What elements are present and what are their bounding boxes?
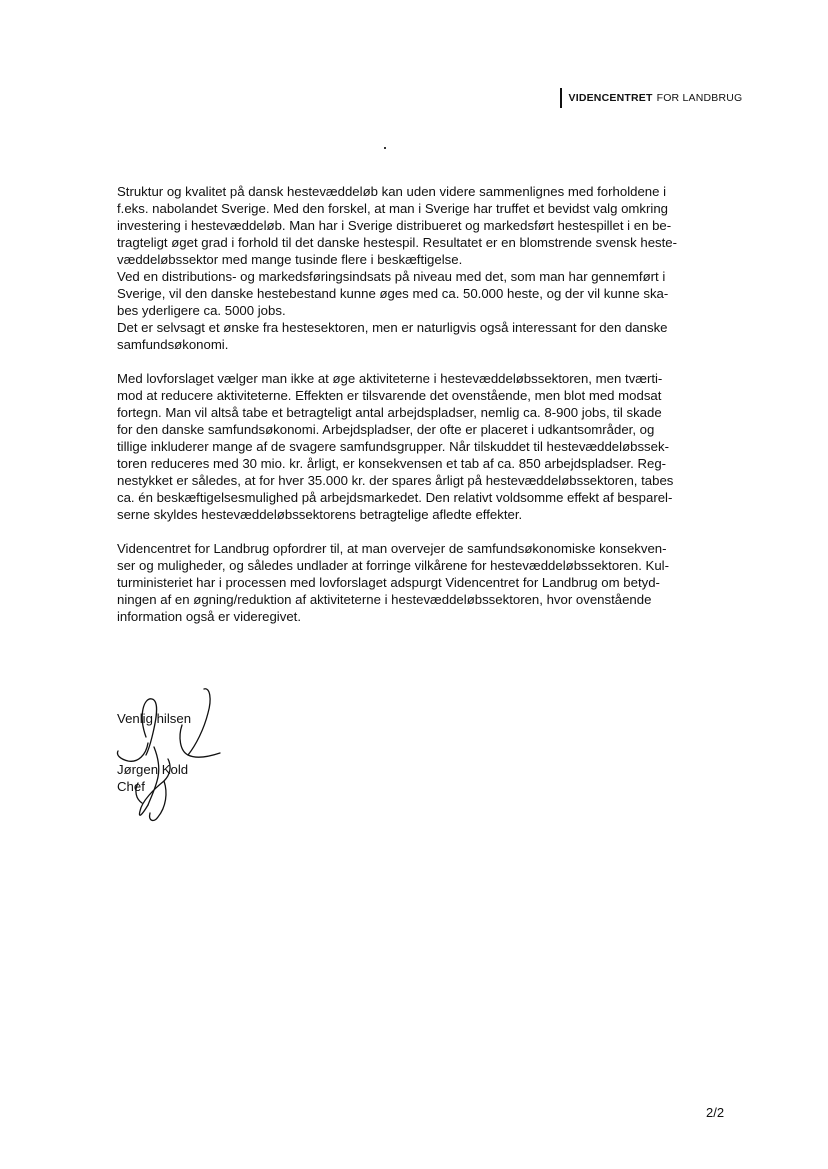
text-line: væddeløbssektor med mange tusinde flere i beskæftigelse. (117, 252, 463, 267)
handwritten-signature (108, 685, 233, 825)
text-line: toren reduceres med 30 mio. kr. årligt, er konsekvensen et tab af ca. 850 arbejdspladser. Reg- (117, 456, 667, 471)
page-number: 2/2 (706, 1105, 725, 1120)
paragraph-1 (117, 183, 747, 353)
text-line: Med lovforslaget vælger man ikke at øge aktiviteterne i hestevæddeløbssektoren, men tværti- (117, 371, 663, 386)
text-line: for den danske samfundsøkonomi. Arbejdspladser, der ofte er placeret i udkantsområder, og (117, 422, 655, 437)
text-line: ningen af en øgning/reduktion af aktiviteterne i hestevæddeløbssektoren, hvor ovenstående (117, 592, 652, 607)
letterhead-divider (560, 88, 562, 108)
signer-name: Jørgen Kold (117, 762, 189, 777)
closing-greeting: Venlig hilsen (117, 711, 192, 726)
text-line: fortegn. Man vil altså tabe et betragteligt antal arbejdspladser, nemlig ca. 8-900 jobs, til skade (117, 405, 662, 420)
text-line: ser og muligheder, og således undlader at forringe vilkårene for hestevæddeløbssektoren. Kul- (117, 558, 669, 573)
letter-body (117, 183, 747, 642)
text-line: Videncentret for Landbrug opfordrer til, at man overvejer de samfundsøkonomiske konsekven- (117, 541, 667, 556)
text-line: Det er selvsagt et ønske fra hestesektoren, men er naturligvis også interessant for den danske (117, 320, 668, 335)
letterhead-org-bold: VIDENCENTRET (568, 92, 653, 104)
text-line: ca. én beskæftigelsesmulighed på arbejdsmarkedet. Den relativt voldsomme effekt af besparel- (117, 490, 673, 505)
text-line: samfundsøkonomi. (117, 337, 229, 352)
signer-title: Chef (117, 779, 145, 794)
paragraph-2 (117, 370, 747, 523)
text-line: turministeriet har i processen med lovforslaget adspurgt Videncentret for Landbrug om betyd- (117, 575, 660, 590)
scan-speck (384, 147, 386, 149)
letterhead (560, 88, 742, 108)
text-line: information også er videregivet. (117, 609, 301, 624)
text-line: tragteligt øget grad i forhold til det danske hestespil. Resultatet er en blomstrende svensk heste- (117, 235, 678, 250)
text-line: mod at reducere aktiviteterne. Effekten er tilsvarende det ovenstående, men blot med modsat (117, 388, 662, 403)
text-line: f.eks. nabolandet Sverige. Med den forskel, at man i Sverige har truffet et bevidst valg omkring (117, 201, 668, 216)
paragraph-3 (117, 540, 747, 625)
letterhead-org-rest: FOR LANDBRUG (656, 92, 743, 104)
text-line: tillige inkluderer mange af de svagere samfundsgrupper. Når tilskuddet til hestevæddeløbssek- (117, 439, 669, 454)
text-line: Sverige, vil den danske hestebestand kunne øges med ca. 50.000 heste, og der vil kunne ska- (117, 286, 669, 301)
text-line: Ved en distributions- og markedsføringsindsats på niveau med det, som man har gennemført i (117, 269, 666, 284)
text-line: investering i hestevæddeløb. Man har i Sverige distribueret og markedsført hestespillet i en be- (117, 218, 672, 233)
text-line: bes yderligere ca. 5000 jobs. (117, 303, 286, 318)
text-line: nestykket er således, at for hver 35.000 kr. der spares årligt på hestevæddeløbssektoren, tabes (117, 473, 674, 488)
text-line: Struktur og kvalitet på dansk hestevæddeløb kan uden videre sammenlignes med forholdene i (117, 184, 667, 199)
text-line: serne skyldes hestevæddeløbssektorens betragtelige afledte effekter. (117, 507, 523, 522)
